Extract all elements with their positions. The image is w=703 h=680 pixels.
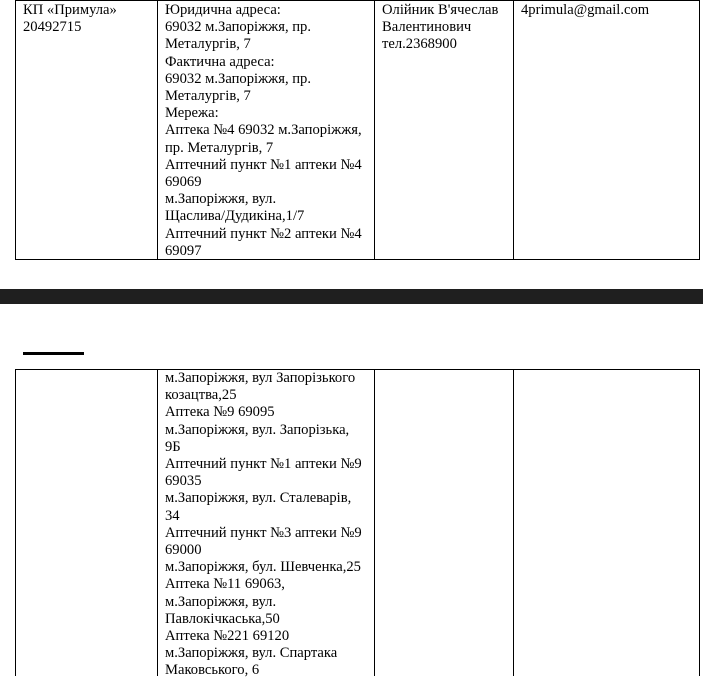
address-line: Аптечний пункт №1 аптеки №4 [165, 156, 362, 173]
page-break-bar [0, 289, 703, 304]
table-top-border-3 [513, 0, 514, 260]
address-line: 69032 м.Запоріжжя, пр. [165, 19, 312, 36]
address-line: м.Запоріжжя, вул. Сталеварів, [165, 490, 352, 507]
address-line: 9Б [165, 438, 181, 455]
table-top-border-left [15, 0, 16, 260]
table-bottom-border-right [699, 369, 700, 676]
address-line: м.Запоріжжя, вул. [165, 593, 277, 610]
address-line: 34 [165, 507, 180, 524]
address-line: 69097 [165, 242, 202, 259]
address-line: Аптечний пункт №1 аптеки №9 [165, 456, 362, 473]
org-code: 20492715 [23, 19, 82, 36]
email-text: 4primula@gmail.com [521, 2, 650, 18]
address-line: козацтва,25 [165, 387, 237, 404]
table-top-top-border [15, 0, 700, 1]
address-line: м.Запоріжжя, вул. [165, 191, 277, 208]
email-cell [514, 2, 699, 19]
contact-person-cell [375, 2, 513, 54]
table-bottom-border-3 [513, 369, 514, 676]
address-line: 69032 м.Запоріжжя, пр. [165, 70, 312, 87]
table-bottom-border-2 [374, 369, 375, 676]
table-top-border-right [699, 0, 700, 260]
address-line: Фактична адреса: [165, 53, 275, 70]
address-line: пр. Металургів, 7 [165, 139, 274, 156]
addresses-cell [158, 2, 374, 260]
address-line: Маковського, 6 [165, 662, 260, 679]
address-line: Аптека №221 69120 [165, 628, 290, 645]
address-line: м.Запоріжжя, вул. Спартака [165, 645, 338, 662]
address-line: м.Запоріжжя, вул Запорізького [165, 370, 356, 386]
address-line: Аптечний пункт №2 аптеки №4 [165, 225, 362, 242]
org-name-cell [16, 2, 157, 36]
address-line: Аптека №4 69032 м.Запоріжжя, [165, 122, 362, 139]
address-line: Металургів, 7 [165, 88, 251, 105]
address-line: Металургів, 7 [165, 36, 251, 53]
org-name: КП «Примула» [23, 2, 117, 18]
contact-phone: тел.2368900 [382, 36, 457, 53]
address-line: 69035 [165, 473, 202, 490]
address-line: м.Запоріжжя, бул. Шевченка,25 [165, 559, 361, 576]
address-line: Аптека №9 69095 [165, 404, 275, 421]
address-line: Павлокічкаська,50 [165, 610, 280, 627]
table-bottom-border-left [15, 369, 16, 676]
contact-name: Олійник В'ячеслав [382, 2, 499, 18]
address-line: Юридична адреса: [165, 2, 281, 18]
address-line: Щаслива/Дудикіна,1/7 [165, 208, 305, 225]
address-line: Мережа: [165, 105, 219, 122]
address-line: 69069 [165, 174, 202, 191]
address-line: Аптека №11 69063, [165, 576, 285, 593]
contact-patronymic: Валентинович [382, 19, 472, 36]
addresses-cell-continued [158, 370, 374, 680]
footnote-rule [23, 352, 84, 355]
address-line: 69000 [165, 542, 202, 559]
address-line: м.Запоріжжя, вул. Запорізька, [165, 421, 350, 438]
address-line: Аптечний пункт №3 аптеки №9 [165, 524, 362, 541]
